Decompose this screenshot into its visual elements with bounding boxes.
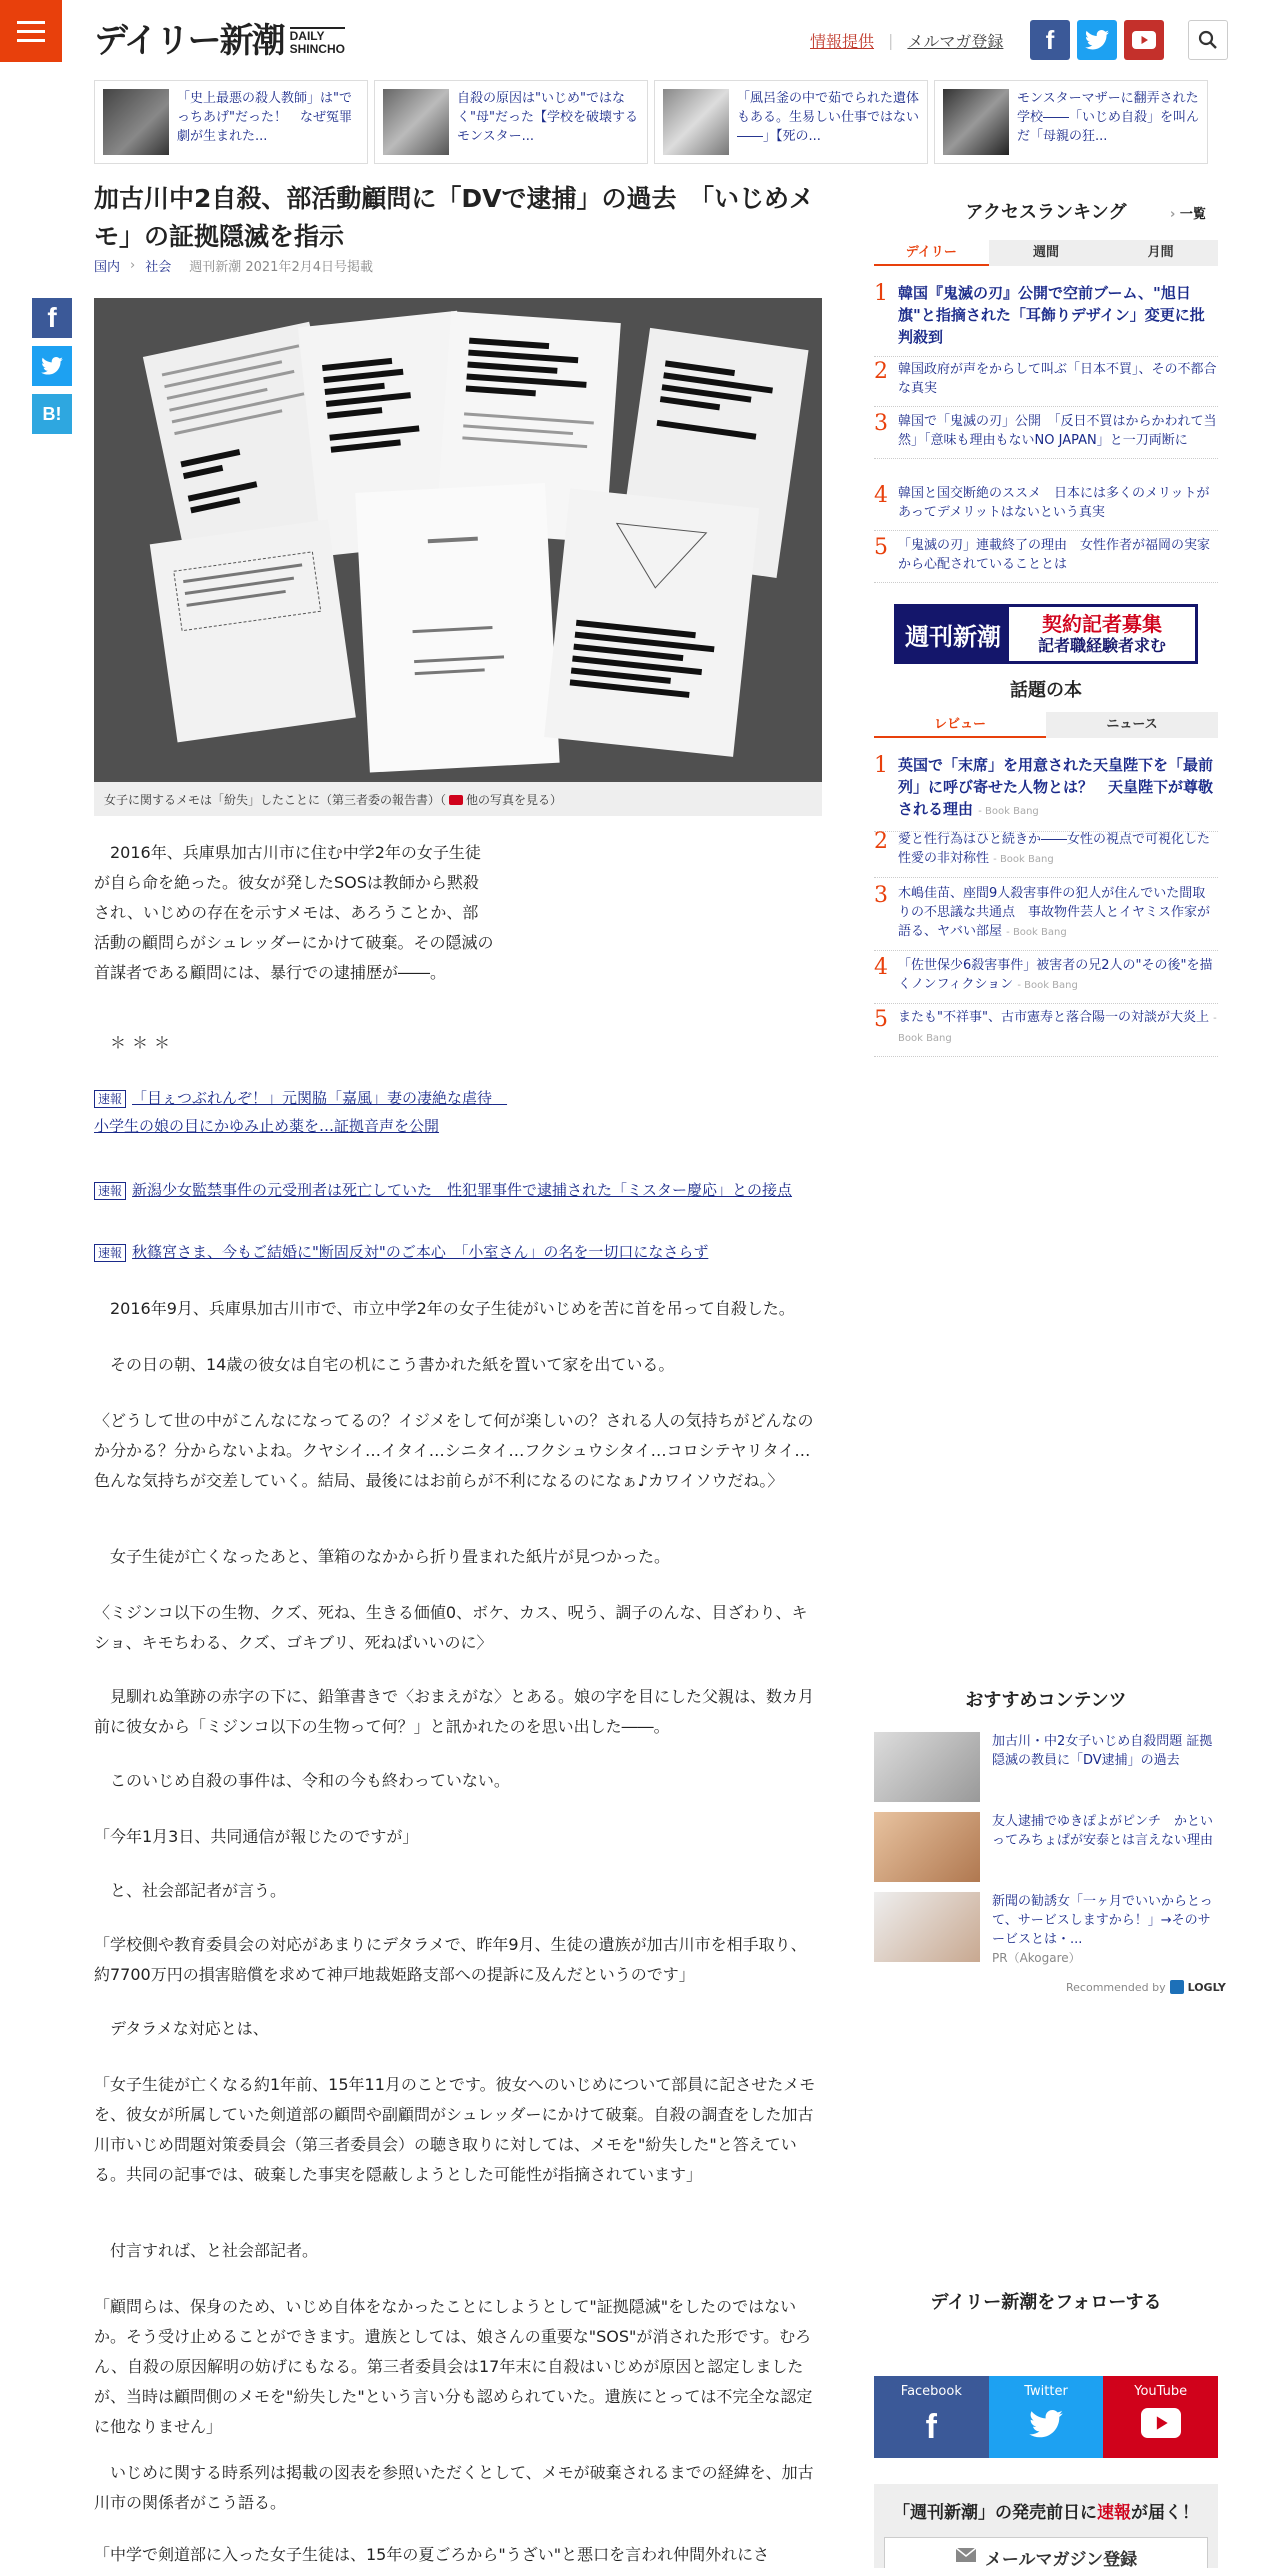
follow-title: デイリー新潮をフォローする (930, 2292, 1162, 2313)
breaking-badge: 速報 (94, 1182, 126, 1200)
ranking-tabs (874, 240, 1218, 266)
ranking-item[interactable]: 3 韓国で「鬼滅の刃」公開 「反日不買はからかわれて当然」「意味も理由もないNO JAPAN」と一刀両断に (874, 412, 1218, 459)
recommend-item[interactable]: 新聞の勧誘女「一ヶ月でいいからとって、サービスしますから！」→そのサービスとは・... PR（Akogare） (874, 1892, 1218, 1968)
section-divider: ＊＊＊ (110, 1033, 177, 1052)
logly-credit[interactable]: Recommended by LOGLY (1066, 1980, 1226, 1994)
recommend-item[interactable]: 加古川・中2女子いじめ自殺問題 証拠隠滅の教員に「DV逮捕」の過去 (874, 1732, 1218, 1802)
ranking-item[interactable]: 5 「鬼滅の刃」連載終了の理由 女性作者が福岡の実家から心配されていることとは (874, 536, 1218, 583)
follow-facebook-button[interactable]: Facebook f (874, 2376, 989, 2458)
article-paragraph: このいじめ自殺の事件は、令和の今も終わっていない。 (110, 1771, 510, 1790)
search-icon[interactable] (1188, 20, 1228, 60)
hatena-bookmark-icon[interactable]: B! (32, 394, 72, 434)
breaking-badge: 速報 (94, 1244, 126, 1262)
facebook-icon[interactable]: f (1030, 20, 1070, 60)
tab-monthly[interactable]: 月間 (1103, 240, 1218, 266)
top-article-tile[interactable] (654, 80, 928, 164)
newsletter-text: 「週刊新潮」の発売前日に速報が届く！ (893, 2503, 1199, 2523)
follow-youtube-button[interactable]: YouTube (1103, 2376, 1218, 2458)
more-photos-link[interactable]: 他の写真を見る (466, 793, 551, 807)
top-article-tile[interactable] (374, 80, 648, 164)
recruit-banner[interactable]: 週刊新潮 契約記者募集 記者職経験者求む (894, 604, 1198, 664)
article-paragraph: 〈ミジンコ以下の生物、クズ、死ね、生きる価値0、ボケ、カス、呪う、調子のんな、目ざわり、キショ、キモちわる、クズ、ゴキブリ、死ねばいいのに〉 (94, 1603, 808, 1652)
ranking-item[interactable]: 2 韓国政府が声をからして叫ぶ「日本不買」、その不都合な真実 (874, 360, 1218, 407)
article-paragraph: 女子生徒が亡くなったあと、筆箱のなかから折り畳まれた紙片が見つかった。 (110, 1547, 671, 1566)
breadcrumb-domestic[interactable]: 国内 (94, 260, 121, 275)
breaking-news-item[interactable]: 速報 新潟少女監禁事件の元受刑者は死亡していた 性犯罪事件で逮捕された「ミスター慶応」との接点 (94, 1176, 822, 1204)
breaking-badge: 速報 (94, 1090, 126, 1108)
article-meta: 週刊新潮 2021年2月4日号掲載 (189, 260, 373, 275)
ranking-more-link[interactable]: › 一覧 (1170, 207, 1206, 222)
article-paragraph: と、社会部記者が言う。 (110, 1881, 287, 1900)
ranking-title: アクセスランキング (965, 202, 1127, 223)
twitter-icon (989, 2399, 1104, 2447)
facebook-share-icon[interactable]: f (32, 298, 72, 338)
facebook-icon: f (925, 2408, 937, 2446)
breadcrumb (94, 256, 373, 275)
article-photo[interactable] (94, 298, 822, 782)
youtube-icon (1103, 2399, 1218, 2447)
tile-thumbnail (663, 89, 729, 155)
hamburger-menu-button[interactable] (0, 0, 62, 62)
header-links: 情報提供 | メルマガ登録 (810, 31, 1004, 51)
book-item[interactable]: 3 木嶋佳苗、座間9人殺害事件の犯人が住んでいた間取りの不思議な共通点 事故物件芸人とイヤミス作家が語る、ヤバい部屋 - Book Bang (874, 884, 1218, 951)
recommend-item[interactable]: 友人逮捕でゆきぽよがピンチ かといってみちょぱが安泰とは言えない理由 (874, 1812, 1218, 1882)
article-paragraph: 2016年9月、兵庫県加古川市で、市立中学2年の女子生徒がいじめを苦に首を吊って自殺した。 (110, 1299, 795, 1318)
recommend-title: おすすめコンテンツ (965, 1690, 1127, 1711)
tile-title: 「史上最悪の殺人教師」は"でっちあげ"だった！ なぜ冤罪劇が生まれた... (177, 91, 352, 144)
book-item[interactable]: 4 「佐世保少6殺害事件」被害者の兄2人の"その後"を描くノンフィクション - Book Bang (874, 956, 1218, 1004)
follow-twitter-button[interactable]: Twitter (989, 2376, 1104, 2458)
article-paragraph: 「学校側や教育委員会の対応があまりにデタラメで、昨年9月、生徒の遺族が加古川市を相手取り、約7700万円の損害賠償を求めて神戸地裁姫路支部への提訴に及んだというのです」 (94, 1935, 807, 1984)
camera-icon (449, 795, 463, 805)
article-paragraph: デタラメな対応とは、 (110, 2019, 269, 2038)
tile-title: モンスターマザーに翻弄された学校――「いじめ自殺」を叫んだ「母親の狂... (1017, 91, 1199, 144)
article-paragraph: 「中学で剣道部に入った女子生徒は、15年の夏ごろから"うざい"と悪口を言われ仲間外れにさ (94, 2545, 770, 2564)
tile-title: 自殺の原因は"いじめ"ではなく"母"だった【学校を破壊するモンスター... (457, 91, 638, 144)
tile-thumbnail (103, 89, 169, 155)
article-title: 加古川中2自殺、部活動顧問に「DVで逮捕」の過去 「いじめメモ」の証拠隠滅を指示 (94, 184, 814, 251)
top-article-tile[interactable] (934, 80, 1208, 164)
article-lead: 2016年、兵庫県加古川市に住む中学2年の女子生徒が自ら命を絶った。彼女が発したSOSは教師から黙殺され、いじめの存在を示すメモは、あろうことか、部活動の顧問らがシュレッダーにかけて破棄。その隠滅の首謀者である顧問には、暴行での逮捕歴が――。 (94, 843, 494, 982)
newsletter-signup-button[interactable]: メールマガジン登録 (884, 2537, 1208, 2568)
newsletter-box (874, 2484, 1218, 2568)
article-paragraph: 見馴れぬ筆跡の赤字の下に、鉛筆書きで〈おまえがな〉とある。娘の字を目にした父親は、数カ月前に彼女から「ミジンコ以下の生物って何？」と訊かれたのを思い出した――。 (94, 1687, 815, 1736)
book-item[interactable]: 5 またも"不祥事"、古市憲寿と落合陽一の対談が大炎上 - Book Bang (874, 1008, 1218, 1057)
article-paragraph: 「女子生徒が亡くなる約1年前、15年11月のことです。彼女へのいじめについて部員に記させたメモを、彼女が所属していた剣道部の顧問や副顧問がシュレッダーにかけて破棄。自殺の調査をした加古川市いじめ問題対策委員会（第三者委員会）の聴き取りに対しては、メモを"紛失した"と答えている。共同の記事では、破棄した事実を隠蔽しようとした可能性が指摘されています」 (94, 2075, 816, 2184)
ranking-item[interactable]: 4 韓国と国交断絶のススメ 日本には多くのメリットがあってデメリットはないという真実 (874, 484, 1218, 531)
article-paragraph: 付言すれば、と社会部記者。 (110, 2241, 319, 2260)
logly-logo-icon (1170, 1980, 1184, 1994)
info-provide-link[interactable]: 情報提供 (810, 32, 875, 51)
breadcrumb-society[interactable]: 社会 (145, 260, 172, 275)
twitter-icon[interactable] (1077, 20, 1117, 60)
breaking-news-item[interactable]: 速報 秋篠宮さま、今もご結婚に"断固反対"のご本心 「小室さん」の名を一切口になさらず (94, 1238, 822, 1266)
chevron-right-icon: › (1170, 207, 1176, 222)
youtube-icon[interactable] (1124, 20, 1164, 60)
tab-daily[interactable]: デイリー (874, 240, 989, 266)
tab-review[interactable]: レビュー (874, 712, 1046, 738)
tab-news[interactable]: ニュース (1046, 712, 1218, 738)
article-paragraph: その日の朝、14歳の彼女は自宅の机にこう書かれた紙を置いて家を出ている。 (110, 1355, 675, 1374)
article-paragraph: 「顧問らは、保身のため、いじめ自体をなかったことにしようとして"証拠隠滅"をしたのではないか。そう受け止めることができます。遺族としては、娘さんの重要な"SOS"が消された形です。むろん、自殺の原因解明の妨げにもなる。第三者委員会は17年末に自殺はいじめが原因と認定しましたが、当時は顧問側のメモを"紛失した"という言い分も認められていた。遺族にとっては不完全な認定に他なりません」 (94, 2297, 813, 2436)
article-paragraph: 「今年1月3日、共同通信が報じたのですが」 (94, 1827, 419, 1846)
article-paragraph: 〈どうして世の中がこんなになってるの？イジメをして何が楽しいの？される人の気持ちがどんなのか分かる？分からないよね。クヤシイ…イタイ…シニタイ…フクシュウシタイ…コロシテヤリタイ…色んな気持ちが交差していく。結局、最後にはお前らが不利になるのになぁ♪カワイソウだね。〉 (94, 1411, 814, 1490)
mail-icon (955, 2547, 977, 2568)
ranking-item[interactable]: 1 韓国『鬼滅の刃』公開で空前ブーム、"旭日旗"と指摘された「耳飾りデザイン」変更に批判殺到 (874, 282, 1218, 357)
follow-buttons (874, 2376, 1218, 2458)
top-article-tile[interactable] (94, 80, 368, 164)
twitter-share-icon[interactable] (32, 346, 72, 386)
logo-japanese: デイリー新潮 (94, 21, 284, 61)
recommend-thumbnail (874, 1812, 980, 1882)
chevron-right-icon: › (130, 258, 136, 273)
recommend-thumbnail (874, 1892, 980, 1962)
books-title: 話題の本 (1010, 680, 1082, 701)
books-tabs (874, 712, 1218, 738)
breaking-news-item[interactable]: 速報 「目ぇつぶれんぞ！」元関脇「嘉風」妻の凄絶な虐待 小学生の娘の目にかゆみ止め薬を…証拠音声を公開 (94, 1089, 508, 1135)
site-logo[interactable] (94, 22, 345, 60)
book-item[interactable]: 2 愛と性行為はひと続きか――女性の視点で可視化した性愛の非対称性 - Book Bang (874, 830, 1218, 878)
tab-weekly[interactable]: 週間 (989, 240, 1104, 266)
tile-thumbnail (383, 89, 449, 155)
book-item[interactable]: 1 英国で「末席」を用意された天皇陛下を「最前列」に呼び寄せた人物とは？ 天皇陛下が尊敬される理由 - Book Bang (874, 754, 1218, 832)
logo-english: DAILY SHINCHO (289, 29, 345, 56)
tile-thumbnail (943, 89, 1009, 155)
newsletter-link[interactable]: メルマガ登録 (907, 32, 1004, 51)
recommend-thumbnail (874, 1732, 980, 1802)
article-paragraph: いじめに関する時系列は掲載の図表を参照いただくとして、メモが破棄されるまでの経緯を、加古川市の関係者がこう語る。 (94, 2463, 814, 2512)
photo-caption: 女子に関するメモは「紛失」したことに（第三者委の報告書）（ 他の写真を見る） (94, 782, 822, 816)
tile-title: 「風呂釜の中で茹でられた遺体もある。生易しい仕事ではない――」【死の... (737, 91, 919, 144)
